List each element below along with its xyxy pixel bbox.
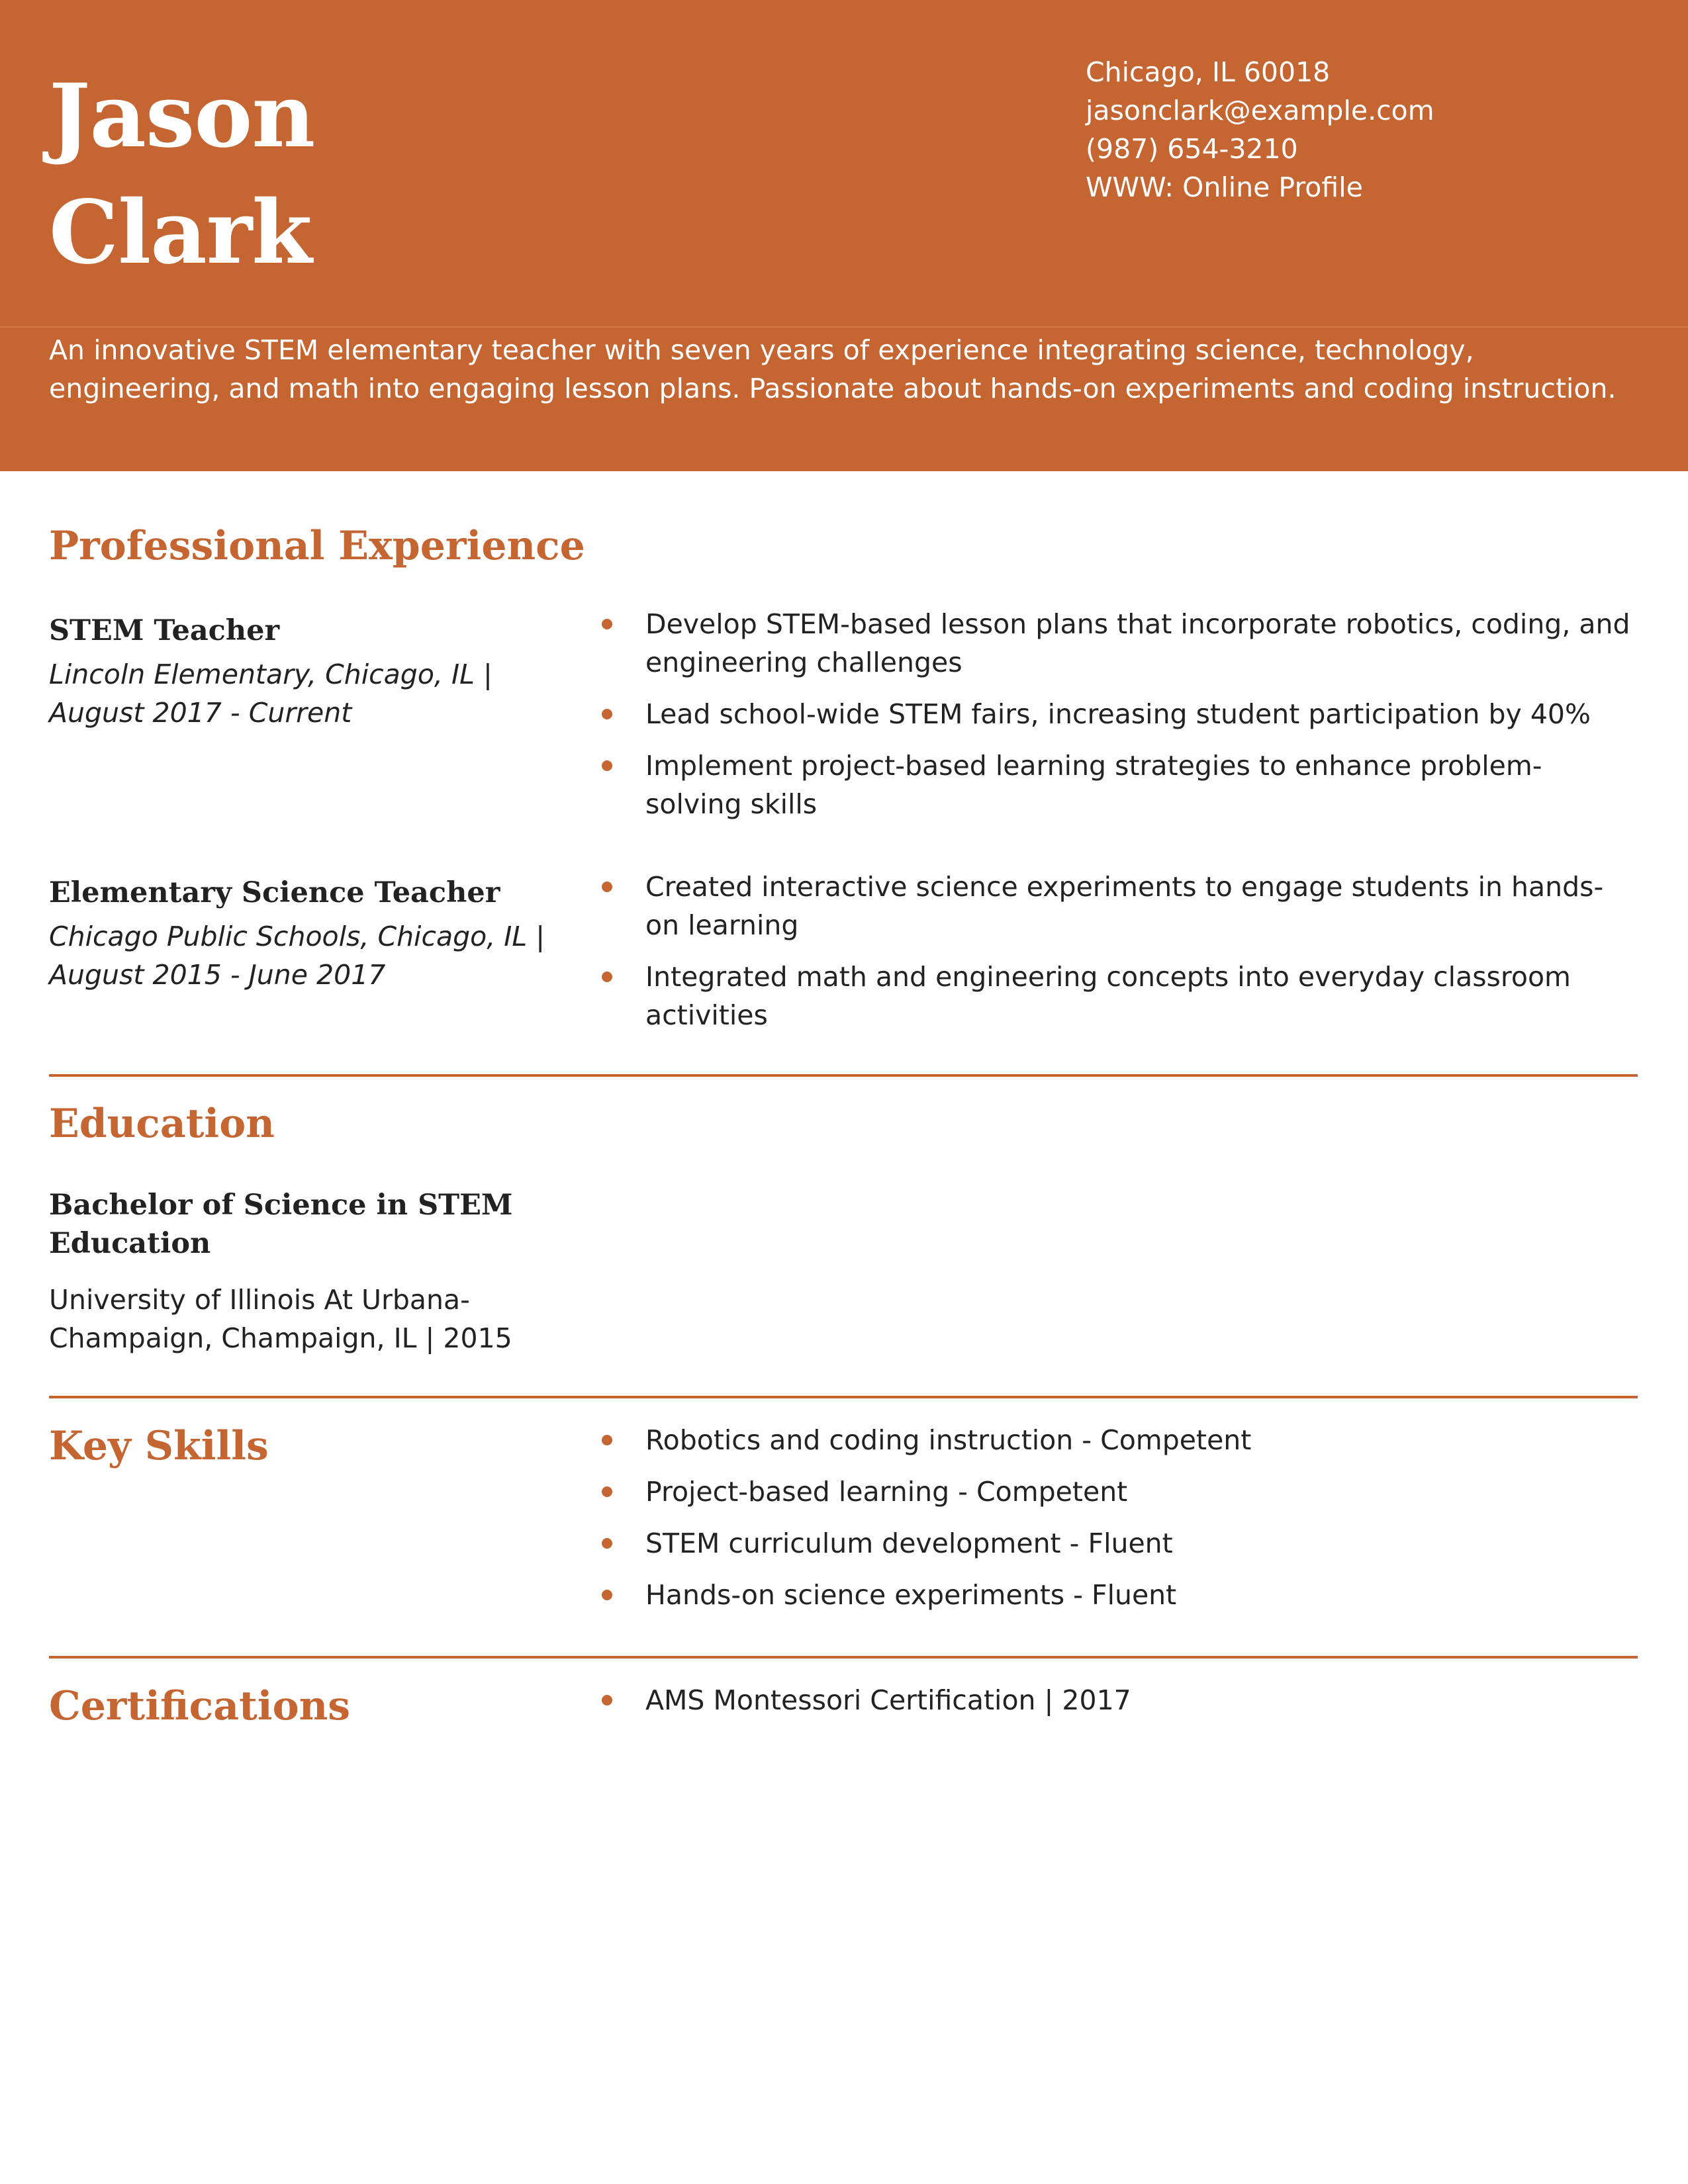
list-item: [599, 958, 1632, 1034]
bullet-dot-icon: [602, 1538, 612, 1549]
skills-list: [599, 1421, 1632, 1627]
contact-email[interactable]: jasonclark@example.com: [1086, 95, 1434, 126]
list-item: [599, 1421, 1632, 1459]
skill-text: Hands-on science experiments - Fluent: [645, 1579, 1177, 1611]
skill-text: Project-based learning - Competent: [645, 1476, 1128, 1508]
bullet-text: Develop STEM-based lesson plans that incorporate robotics, coding, and engineering challenges: [645, 608, 1630, 678]
job-title: STEM Teacher: [49, 614, 280, 647]
contact-location: Chicago, IL 60018: [1086, 56, 1331, 88]
professional-summary: An innovative STEM elementary teacher with seven years of experience integrating science, technology, engineering, and math into engaging lesson plans. Passionate about hands-on experiments and coding instruction.: [49, 334, 1617, 404]
bullet-dot-icon: [602, 1590, 612, 1600]
bullet-dot-icon: [602, 1695, 612, 1706]
bullet-text: Integrated math and engineering concepts into everyday classroom activities: [645, 961, 1571, 1031]
bullet-dot-icon: [602, 1486, 612, 1497]
list-item: [599, 695, 1632, 733]
bullet-text: Lead school-wide STEM fairs, increasing student participation by 40%: [645, 698, 1591, 730]
list-item: [599, 1576, 1632, 1614]
contact-phone: (987) 654-3210: [1086, 133, 1298, 165]
list-item: [599, 1681, 1632, 1719]
bullet-dot-icon: [602, 709, 612, 719]
list-item: [599, 1524, 1632, 1563]
education-heading: Education: [49, 1101, 275, 1147]
job-bullets: [599, 605, 1632, 837]
first-name: Jason: [49, 65, 315, 167]
section-divider: [49, 1074, 1638, 1077]
degree-title: Bachelor of Science in STEM Education: [49, 1189, 513, 1260]
bullet-text: Created interactive science experiments to engage students in hands-on learning: [645, 871, 1604, 941]
certifications-list: [599, 1681, 1632, 1733]
list-item: [599, 747, 1632, 823]
job-meta: Chicago Public Schools, Chicago, IL | August 2015 - June 2017: [49, 921, 545, 991]
bullet-dot-icon: [602, 619, 612, 629]
bullet-dot-icon: [602, 882, 612, 892]
job-bullets: [599, 868, 1632, 1048]
list-item: [599, 605, 1632, 682]
last-name: Clark: [49, 181, 312, 284]
job-meta: Lincoln Elementary, Chicago, IL | August 2017 - Current: [49, 659, 492, 729]
contact-website[interactable]: WWW: Online Profile: [1086, 171, 1363, 203]
bullet-dot-icon: [602, 972, 612, 982]
certifications-heading: Certifications: [49, 1683, 351, 1729]
bullet-dot-icon: [602, 760, 612, 771]
skill-text: Robotics and coding instruction - Competent: [645, 1424, 1252, 1456]
bullet-dot-icon: [602, 1435, 612, 1445]
list-item: [599, 1473, 1632, 1511]
skills-heading: Key Skills: [49, 1423, 269, 1469]
header-band: [0, 0, 1688, 471]
section-divider: [49, 1396, 1638, 1398]
skill-text: STEM curriculum development - Fluent: [645, 1527, 1173, 1559]
bullet-text: Implement project-based learning strategies to enhance problem-solving skills: [645, 750, 1542, 820]
section-divider: [49, 1656, 1638, 1659]
experience-heading: Professional Experience: [49, 523, 585, 569]
school-info: University of Illinois At Urbana-Champaign, Champaign, IL | 2015: [49, 1284, 512, 1354]
contact-info: [1086, 53, 1434, 206]
list-item: [599, 868, 1632, 944]
certification-text: AMS Montessori Certification | 2017: [645, 1684, 1131, 1716]
job-title: Elementary Science Teacher: [49, 876, 500, 909]
summary-divider: [0, 326, 1688, 328]
